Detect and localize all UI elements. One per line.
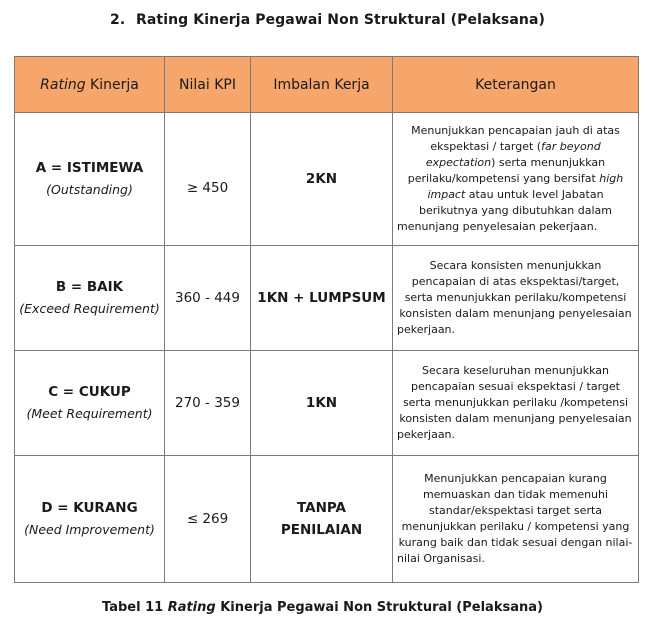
grade-cell [15, 456, 165, 583]
header-rating-italic: Rating [40, 76, 86, 93]
description-cell: Menunjukkan pencapaian kurang memuaskan dan tidak memenuhi standar/ekspektasi target serta menunjukkan perilaku / kompetensi yang kurang baik dan tidak sesuai dengan nilai-nilai Organisasi. [393, 456, 639, 583]
grade-label: C = CUKUP [48, 384, 131, 400]
grade-cell [15, 113, 165, 246]
table-caption [102, 600, 543, 615]
header-reward: Imbalan Kerja [251, 57, 393, 113]
section-heading [110, 12, 545, 28]
header-rating [15, 57, 165, 113]
section-number: 2. [110, 12, 126, 28]
description-cell [393, 113, 639, 246]
kpi-cell: 270 - 359 [165, 351, 251, 456]
description-cell: Secara keseluruhan menunjukkan pencapaian sesuai ekspektasi / target serta menunjukkan perilaku /kompetensi konsisten dalam menunjang penyelesaian pekerjaan. [393, 351, 639, 456]
grade-cell [15, 246, 165, 351]
table-row [15, 351, 639, 456]
kpi-cell: ≤ 269 [165, 456, 251, 583]
kpi-cell: ≥ 450 [165, 113, 251, 246]
table-row [15, 456, 639, 583]
desc-part: ) serta menunjukkan perilaku/kompetensi yang bersifat [407, 156, 606, 185]
table-header-row [15, 57, 639, 113]
grade-english: (Outstanding) [46, 182, 133, 197]
header-note: Keterangan [393, 57, 639, 113]
desc-italic: far beyond expectation [425, 140, 601, 169]
reward-cell: 1KN + LUMPSUM [251, 246, 393, 351]
grade-english: (Need Improvement) [24, 522, 155, 537]
caption-italic: Rating [167, 600, 216, 615]
desc-italic: high impact [427, 172, 624, 201]
desc-part: atau untuk level Jabatan berikutnya yang dibutuhkan dalam menunjang penyelesaian pekerjaan. [397, 188, 612, 233]
grade-label: A = ISTIMEWA [35, 160, 144, 176]
grade-label: B = BAIK [55, 279, 124, 295]
grade-label: D = KURANG [41, 500, 138, 516]
grade-english: (Exceed Requirement) [19, 301, 160, 316]
reward-cell: 1KN [251, 351, 393, 456]
header-rating-rest: Kinerja [85, 76, 139, 93]
caption-prefix: Tabel 11 [102, 600, 168, 615]
caption-rest: Kinerja Pegawai Non Struktural (Pelaksana) [215, 600, 543, 615]
reward-line: PENILAIAN [280, 522, 363, 538]
section-title: Rating Kinerja Pegawai Non Struktural (Pelaksana) [136, 12, 546, 28]
header-kpi: Nilai KPI [165, 57, 251, 113]
description-cell: Secara konsisten menunjukkan pencapaian di atas ekspektasi/target, serta menunjukkan perilaku/kompetensi konsisten dalam menunjang penyelesaian pekerjaan. [393, 246, 639, 351]
grade-english: (Meet Requirement) [26, 406, 153, 421]
reward-cell: 2KN [251, 113, 393, 246]
rating-table [14, 56, 639, 583]
desc-part: Menunjukkan pencapaian jauh di atas ekspektasi / target ( [411, 124, 620, 153]
table-row [15, 113, 639, 246]
grade-cell [15, 351, 165, 456]
kpi-cell: 360 - 449 [165, 246, 251, 351]
table-row [15, 246, 639, 351]
reward-cell [251, 456, 393, 583]
reward-line: TANPA [296, 500, 346, 516]
